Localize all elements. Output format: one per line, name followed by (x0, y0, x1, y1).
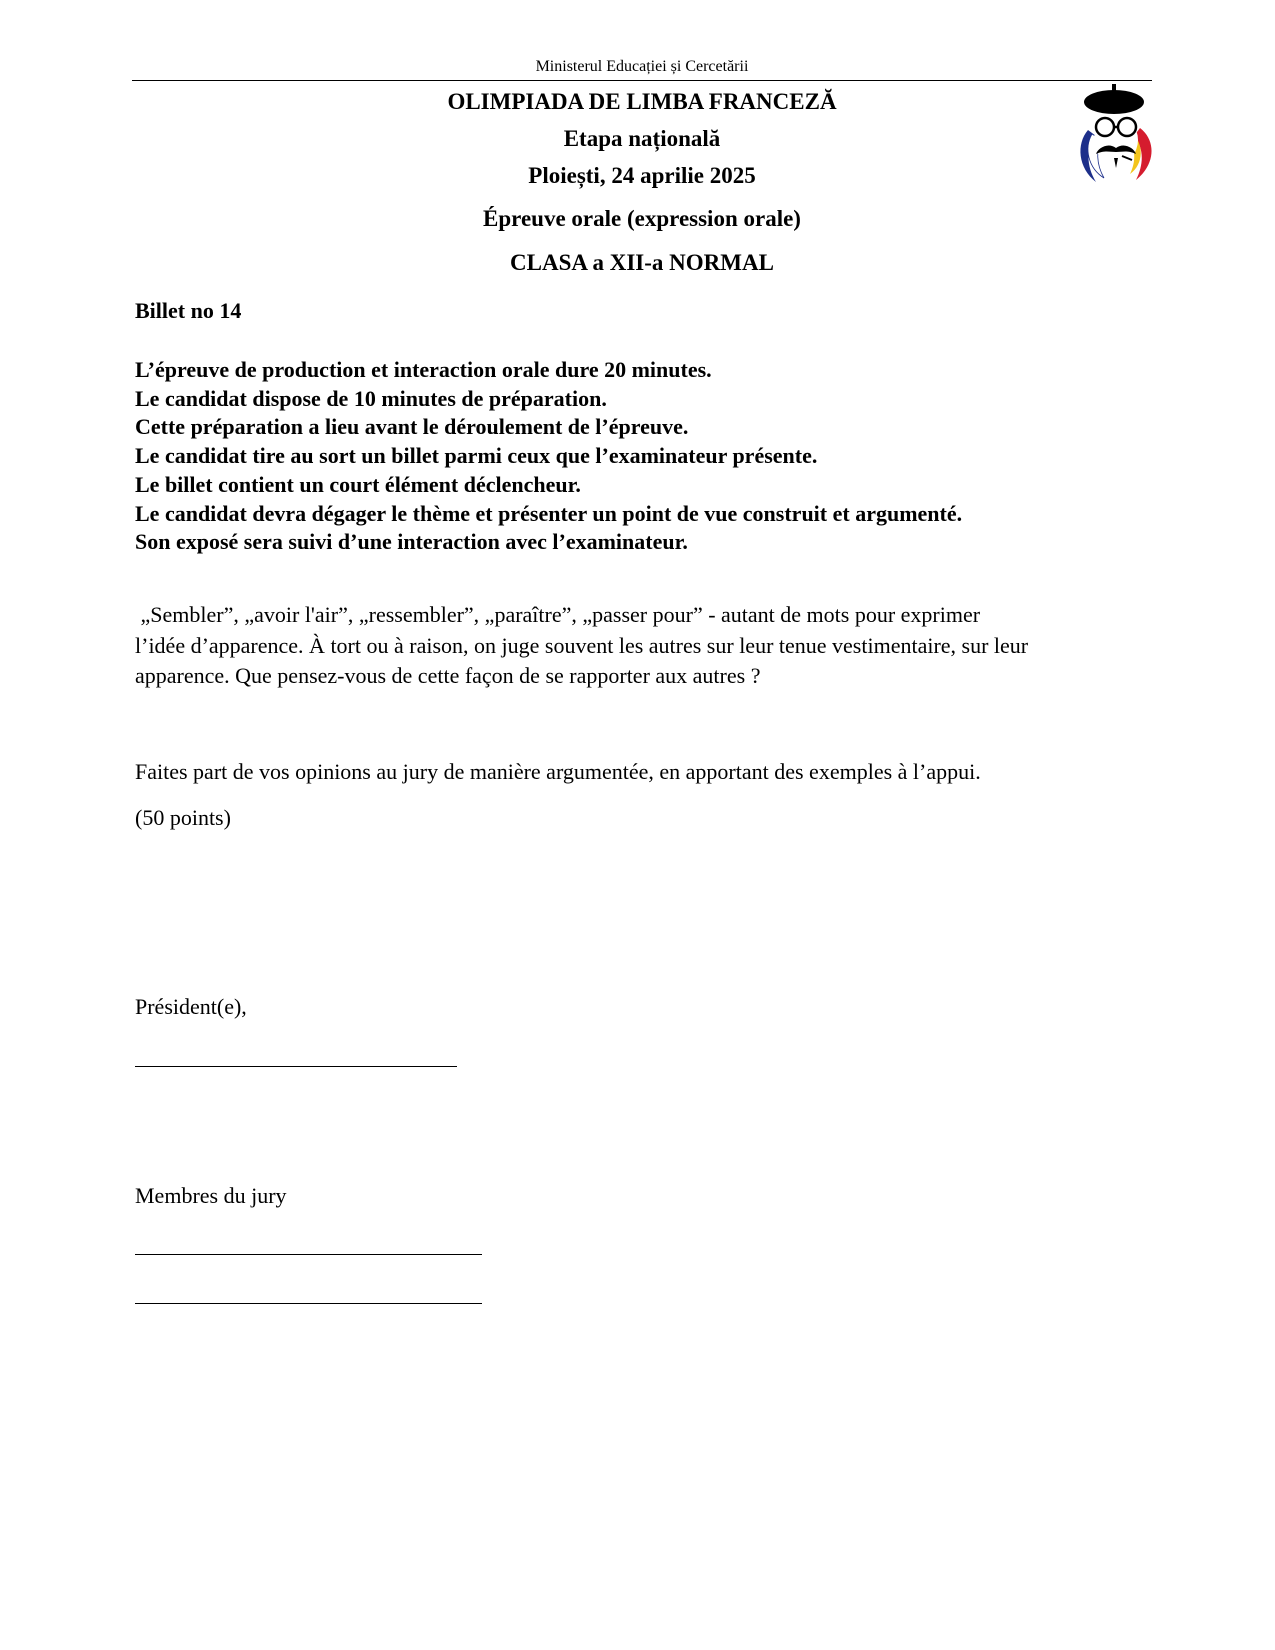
prompt-line: „Sembler”, „avoir l'air”, „ressembler”, „paraître”, „passer pour” - autant de mots pour exprimer (135, 602, 981, 627)
exam-title: Épreuve orale (expression orale) (483, 206, 801, 231)
class-title: CLASA a XII-a NORMAL (510, 250, 774, 275)
jury-signature-line (135, 1254, 482, 1255)
prompt-paragraph (135, 600, 1155, 692)
instruction-line: Le billet contient un court élément déclencheur. (135, 471, 581, 497)
header-divider (132, 80, 1152, 81)
instruction-line: Le candidat tire au sort un billet parmi ceux que l’examinateur présente. (135, 443, 818, 469)
instruction-line: Son exposé sera suivi d’une interaction avec l’examinateur. (135, 529, 688, 555)
jury-signature-line (135, 1303, 482, 1304)
president-label: Président(e), (135, 994, 247, 1019)
points-value: (50 points) (135, 805, 231, 830)
task-instruction: Faites part de vos opinions au jury de manière argumentée, en apportant des exemples à l’appui. (135, 759, 981, 784)
olympiad-title: OLIMPIADA DE LIMBA FRANCEZĂ (447, 89, 837, 114)
instruction-line: Le candidat devra dégager le thème et présenter un point de vue construit et argumenté. (135, 500, 963, 526)
jury-label: Membres du jury (135, 1183, 287, 1208)
prompt-line: apparence. Que pensez-vous de cette façon de se rapporter aux autres ? (135, 663, 761, 688)
instructions-block (135, 356, 1155, 557)
instruction-line: Cette préparation a lieu avant le déroulement de l’épreuve. (135, 414, 689, 440)
ministry-header: Ministerul Educației și Cercetării (535, 58, 749, 75)
stage-title: Etapa națională (563, 126, 721, 151)
instruction-line: Le candidat dispose de 10 minutes de préparation. (135, 385, 607, 411)
prompt-line: l’idée d’apparence. À tort ou à raison, on juge souvent les autres sur leur tenue vestimentaire, sur leur (135, 632, 1029, 658)
instruction-line: L’épreuve de production et interaction orale dure 20 minutes. (135, 357, 712, 382)
president-signature-line (135, 1066, 457, 1067)
place-date: Ploiești, 24 aprilie 2025 (528, 163, 756, 188)
billet-number: Billet no 14 (135, 298, 242, 323)
